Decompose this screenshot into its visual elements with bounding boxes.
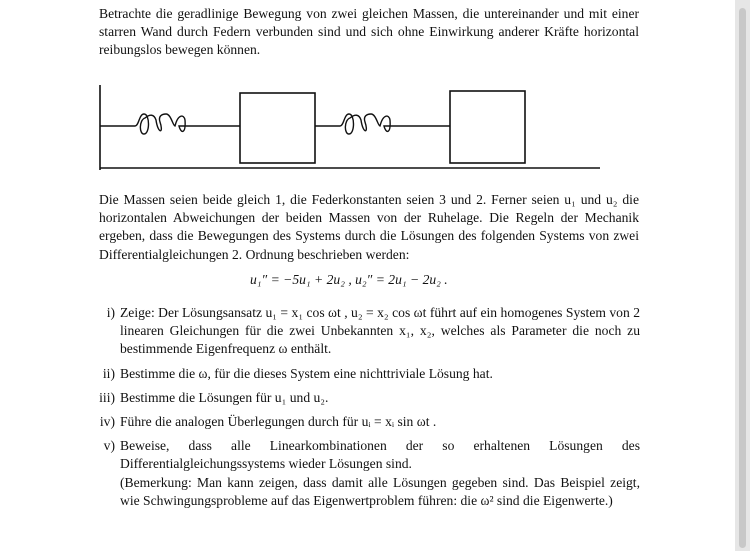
task-list [95,304,640,516]
vertical-scrollbar[interactable] [735,0,750,551]
mass-1 [240,93,315,163]
task-item-ii [95,365,640,383]
spring-1 [100,114,240,134]
task-note: (Bemerkung: Man kann zeigen, dass damit alle Lösungen gegeben sind. Das Beispiel zeigt, wie Schwingungsprobleme auf das Eigenwertproblem führen: die ω² sind die Eigenwerte.) [120,474,640,508]
task-text: Führe die analogen Überlegungen durch für uᵢ = xᵢ sin ωt . [120,414,437,430]
description-paragraph: Die Massen seien beide gleich 1, die Federkonstanten seien 3 und 2. Ferner seien u₁ und u₂ die horizontalen Abweichungen der beiden Massen von der Ruhelage. Die Regeln der Mechanik ergeben, dass die Bewegungen des Systems durch die Lösungen des folgenden Systems von zwei Differentialgleichungen 2. Ordnung beschrieben werden: [99,192,639,262]
task-item-i [95,304,640,359]
intro-paragraph: Betrachte die geradlinige Bewegung von zwei gleichen Massen, die untereinander und mit einer starren Wand durch Federn verbunden sind und sich ohne Einwirkung anderer Kräfte horizontal reibungslos bewegen können. [99,6,639,58]
task-text: Zeige: Der Lösungsansatz u₁ = x₁ cos ωt , u₂ = x₂ cos ωt führt auf ein homogenes System von 2 linearen Gleichungen für die zwei Unbekannten x₁, x₂, welches als Parameter die noch zu bestimmende Eigenfrequenz ω enthält. [120,305,640,357]
task-item-v [95,437,640,510]
spring-2 [315,114,450,134]
task-number: iv) [99,414,115,430]
task-number: i) [106,305,115,320]
spring-mass-diagram [95,80,605,172]
task-text: Beweise, dass alle Linearkombinationen der so erhaltenen Lösungen des Differentialgleichungssystems wieder Lösungen sind. [120,438,640,472]
task-number: v) [103,438,115,454]
scrollbar-thumb[interactable] [739,8,746,548]
task-text: Bestimme die ω, für die dieses System eine nichttriviale Lösung hat. [120,365,493,381]
differential-equations: u₁″ = −5u₁ + 2u₂ , u₂″ = 2u₁ − 2u₂ . [250,272,448,287]
task-body [120,437,640,510]
task-text: Bestimme die Lösungen für u₁ und u₂. [120,389,329,405]
task-number: ii) [102,365,115,381]
task-item-iii [95,389,640,407]
task-item-iv [95,413,640,431]
mass-2 [450,91,525,163]
task-number: iii) [99,389,115,405]
